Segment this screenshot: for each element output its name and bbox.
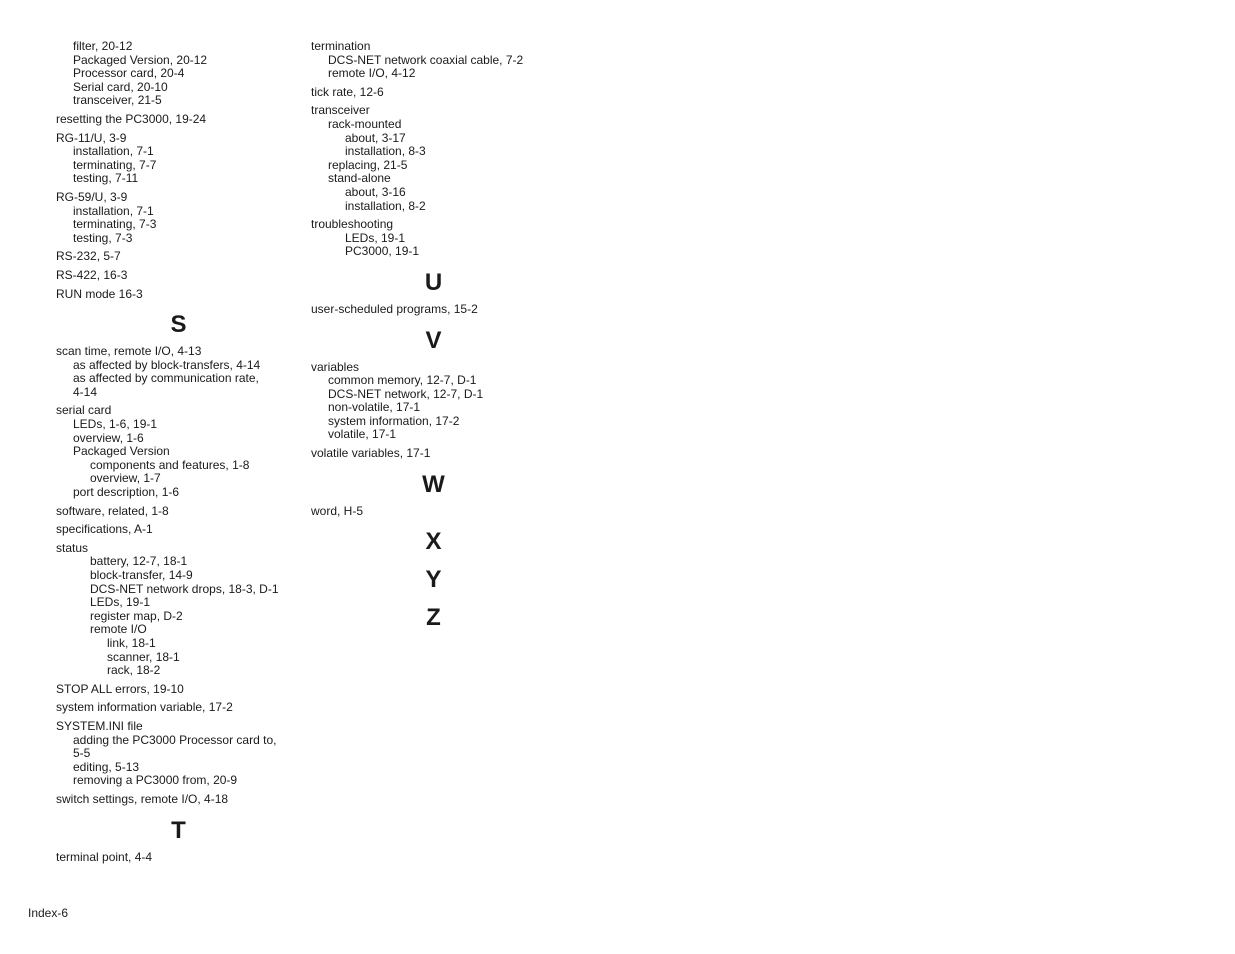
index-entry (56, 132, 301, 186)
index-subterm: common memory, 12-7, D-1 (328, 373, 477, 388)
index-subterm: removing a PC3000 from, 20-9 (73, 773, 238, 788)
index-term: serial card (56, 403, 112, 418)
index-subterm: terminating, 7-3 (73, 217, 157, 232)
index-entry (56, 40, 301, 108)
index-entry (56, 269, 301, 283)
index-subterm: volatile, 17-1 (328, 427, 397, 442)
index-subterm: as affected by communication rate, (73, 371, 259, 386)
index-subterm: DCS-NET network, 12-7, D-1 (328, 386, 484, 401)
index-entry (56, 793, 301, 807)
index-term: word, H-5 (311, 503, 364, 518)
index-subterm: testing, 7-11 (73, 171, 139, 186)
index-subterm: register map, D-2 (90, 608, 183, 623)
index-entry (311, 218, 556, 259)
index-subterm: LEDs, 19-1 (90, 595, 151, 610)
index-term: scan time, remote I/O, 4-13 (56, 344, 202, 359)
index-term: terminal point, 4-4 (56, 849, 153, 864)
index-term: RG-11/U, 3-9 (56, 130, 127, 145)
index-subterm: LEDs, 1-6, 19-1 (73, 417, 158, 432)
index-subterm: stand-alone (328, 171, 391, 186)
index-entry (56, 288, 301, 302)
index-subterm: Processor card, 20-4 (73, 66, 185, 81)
index-entry (311, 361, 556, 443)
index-column-right (311, 40, 556, 638)
index-subterm: installation, 7-1 (73, 144, 154, 159)
index-term: RS-232, 5-7 (56, 249, 121, 264)
section-letter-heading: Y (425, 566, 442, 594)
section-letter-heading: U (424, 268, 443, 296)
index-entry (311, 303, 556, 317)
index-term: RS-422, 16-3 (56, 267, 128, 282)
index-subterm: remote I/O, 4-12 (328, 66, 416, 81)
index-term: tick rate, 12-6 (311, 84, 384, 99)
index-subterm: 5-5 (73, 746, 91, 761)
index-entry (56, 683, 301, 697)
index-subterm: transceiver, 21-5 (73, 93, 162, 108)
index-term: RG-59/U, 3-9 (56, 189, 128, 204)
page-folio: Index-6 (28, 906, 69, 920)
index-term: resetting the PC3000, 19-24 (56, 111, 207, 126)
section-letter-heading: T (171, 816, 186, 844)
index-subterm: rack-mounted (328, 116, 402, 131)
index-term: switch settings, remote I/O, 4-18 (56, 791, 229, 806)
index-entry (311, 40, 556, 81)
section-letter-heading: Z (426, 604, 441, 632)
index-subterm: block-transfer, 14-9 (90, 568, 193, 582)
index-subterm: adding the PC3000 Processor card to, (73, 732, 277, 747)
index-entry (56, 505, 301, 519)
index-subterm: overview, 1-7 (90, 471, 161, 486)
index-subterm: as affected by block-transfers, 4-14 (73, 357, 261, 372)
index-term: system information variable, 17-2 (56, 700, 233, 715)
index-entry (56, 191, 301, 245)
index-column-left (56, 40, 301, 864)
index-subterm: DCS-NET network drops, 18-3, D-1 (90, 581, 279, 596)
index-subterm: Packaged Version, 20-12 (73, 52, 208, 67)
index-subterm: replacing, 21-5 (328, 157, 408, 172)
index-subterm: filter, 20-12 (73, 39, 133, 53)
index-subterm: system information, 17-2 (328, 413, 460, 428)
index-entry (311, 505, 556, 519)
index-entry (311, 447, 556, 461)
index-entry (56, 250, 301, 264)
index-subterm: installation, 8-3 (345, 144, 426, 159)
index-subterm: DCS-NET network coaxial cable, 7-2 (328, 52, 524, 67)
index-term: RUN mode 16-3 (56, 286, 143, 301)
index-term: termination (311, 39, 371, 53)
index-entry (56, 542, 301, 678)
index-subterm: installation, 7-1 (73, 203, 154, 218)
index-subterm: non-volatile, 17-1 (328, 400, 421, 415)
index-subterm: testing, 7-3 (73, 230, 133, 245)
index-subterm: 4-14 (73, 384, 98, 399)
index-term: variables (311, 359, 360, 374)
index-subterm: PC3000, 19-1 (345, 244, 420, 259)
index-term: specifications, A-1 (56, 522, 153, 537)
index-term: STOP ALL errors, 19-10 (56, 681, 184, 696)
index-entry (56, 523, 301, 537)
index-term: transceiver (311, 103, 370, 118)
index-term: troubleshooting (311, 217, 394, 232)
section-letter-heading: V (425, 326, 442, 354)
index-subterm: components and features, 1-8 (90, 457, 250, 472)
index-term: user-scheduled programs, 15-2 (311, 301, 478, 316)
index-entry (56, 345, 301, 399)
section-letter-heading: X (425, 528, 442, 556)
index-subterm: about, 3-17 (345, 130, 406, 145)
index-entry (56, 701, 301, 715)
index-subterm: rack, 18-2 (107, 663, 161, 678)
index-entry (56, 720, 301, 788)
index-subterm: remote I/O (90, 622, 147, 637)
index-subterm: link, 18-1 (107, 635, 156, 650)
index-term: status (56, 540, 89, 555)
section-letter-heading: W (422, 470, 445, 498)
index-term: SYSTEM.INI file (56, 718, 143, 733)
index-term: software, related, 1-8 (56, 503, 169, 518)
index-subterm: overview, 1-6 (73, 430, 144, 445)
index-subterm: about, 3-16 (345, 184, 406, 199)
index-entry (56, 851, 301, 865)
index-entry (311, 86, 556, 100)
index-subterm: scanner, 18-1 (107, 649, 180, 664)
index-subterm: editing, 5-13 (73, 759, 140, 774)
index-subterm: LEDs, 19-1 (345, 230, 406, 245)
index-subterm: Serial card, 20-10 (73, 79, 168, 94)
index-subterm: installation, 8-2 (345, 198, 426, 213)
section-letter-heading: S (170, 311, 187, 339)
index-term: volatile variables, 17-1 (311, 446, 431, 461)
index-entry (311, 104, 556, 213)
index-entry (56, 404, 301, 499)
index-subterm: Packaged Version (73, 444, 170, 459)
index-subterm: port description, 1-6 (73, 485, 180, 500)
index-subterm: battery, 12-7, 18-1 (90, 554, 188, 569)
index-subterm: terminating, 7-7 (73, 157, 157, 172)
index-entry (56, 113, 301, 127)
